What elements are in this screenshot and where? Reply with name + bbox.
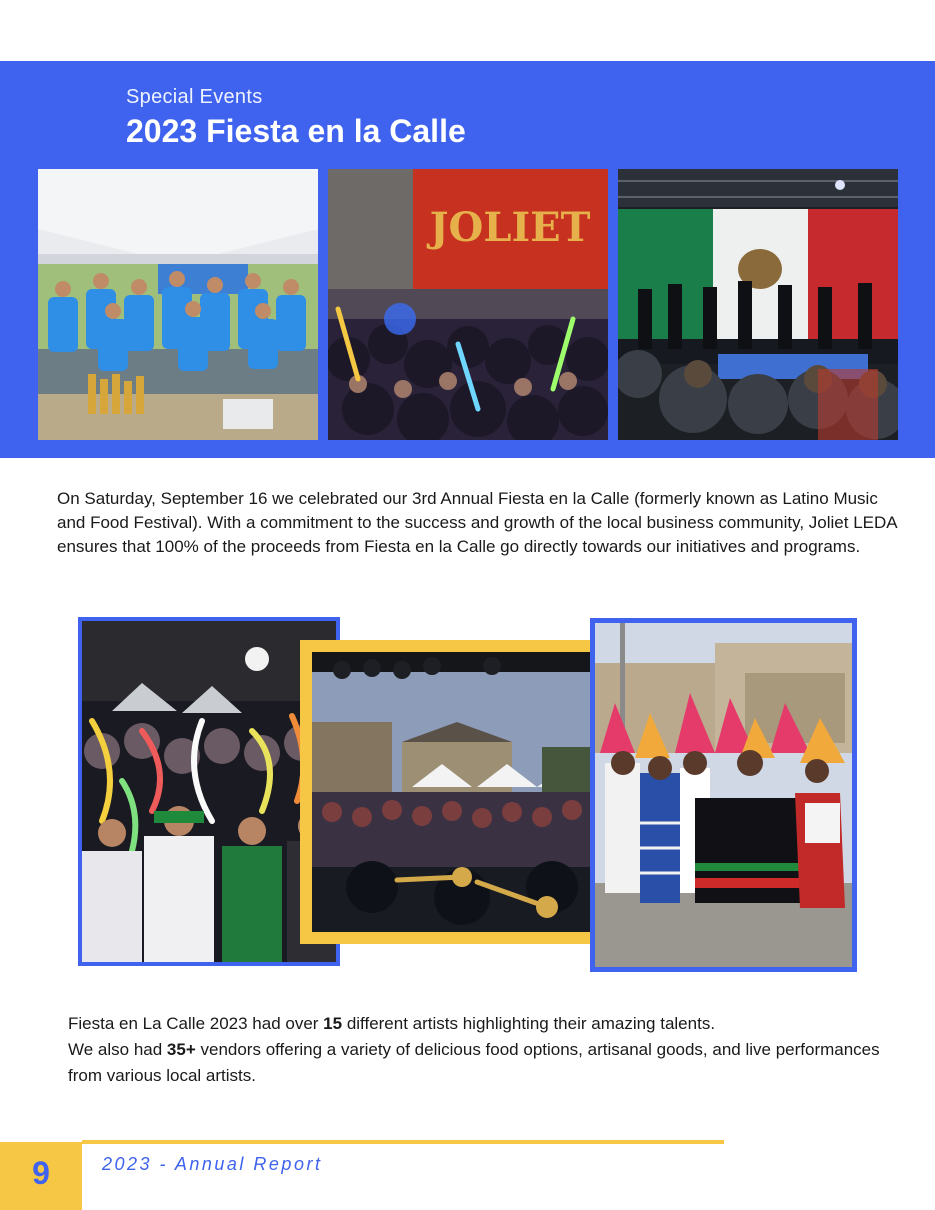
stats-line2-after: vendors offering a variety of delicious food options, artisanal goods, and live performances from various local artists. [68, 1040, 880, 1085]
section-eyebrow: Special Events [126, 86, 263, 108]
stats-line2-before: We also had [68, 1040, 167, 1059]
photo-stage-brass [312, 652, 593, 932]
photo-frame-dancers [590, 618, 857, 972]
stats-line1-before: Fiesta en La Calle 2023 had over [68, 1014, 324, 1033]
footer-report-label: 2023 - Annual Report [102, 1154, 323, 1174]
artists-count: 15 [323, 1014, 343, 1033]
footer-divider [82, 1140, 724, 1144]
intro-paragraph: On Saturday, September 16 we celebrated our 3rd Annual Fiesta en la Calle (formerly known as Latino Music and Food Festival). With a commitment to the success and growth of the local business community, Joliet LEDA ensures that 100% of the proceeds from Fiesta en la Calle go directly towards our initiatives and programs. [57, 489, 897, 556]
page-title: 2023 Fiesta en la Calle [126, 113, 466, 149]
page-number: 9 [32, 1155, 50, 1191]
photo-crowd-joliet [328, 169, 608, 440]
photo-volunteers [38, 169, 318, 440]
stats-paragraph [68, 1011, 898, 1089]
joliet-sign-text: JOLIET [429, 204, 591, 251]
photo-crowd-balloons [82, 621, 336, 962]
photo-band-stage [618, 169, 898, 440]
vendors-count: 35+ [166, 1040, 196, 1059]
stats-line1-after: different artists highlighting their amazing talents. [342, 1014, 716, 1033]
photo-dancers [595, 623, 852, 967]
photo-frame-stage-brass [300, 640, 605, 944]
